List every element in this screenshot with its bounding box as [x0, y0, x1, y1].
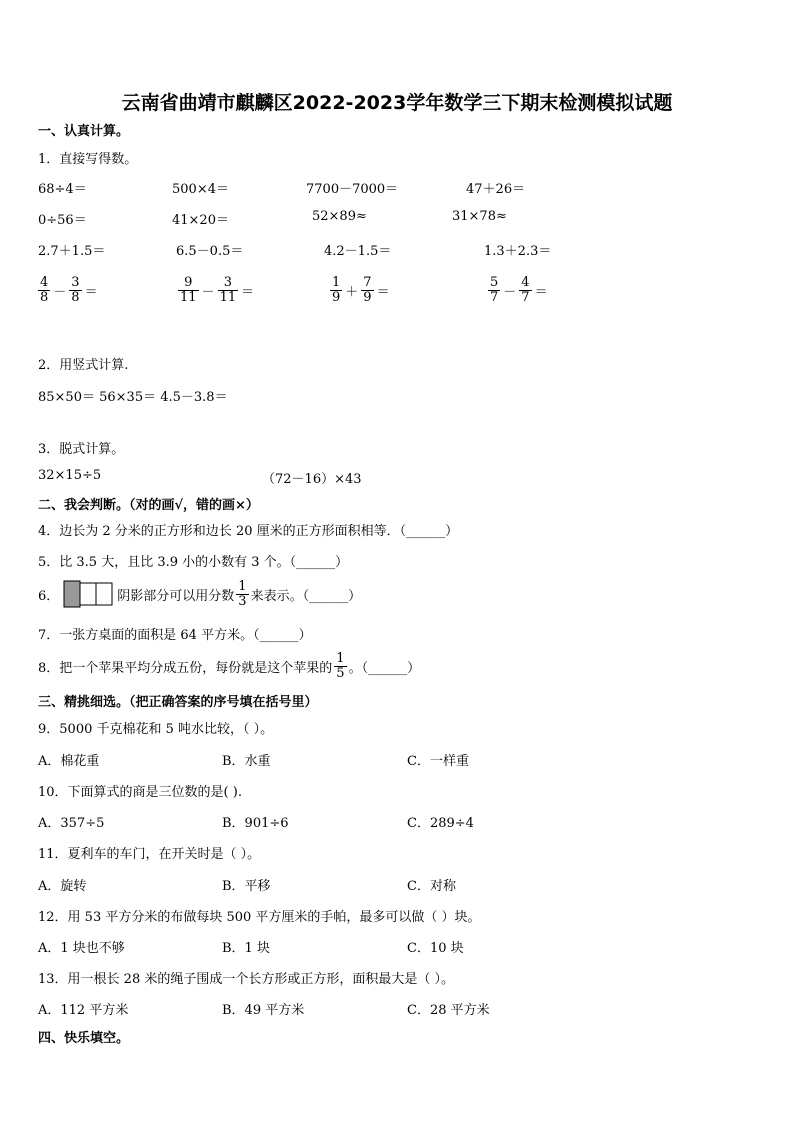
option-a: A．1 块也不够: [38, 941, 125, 956]
option-b: B．49 平方米: [222, 1003, 305, 1018]
q2-heading: 2．用竖式计算.: [38, 358, 129, 373]
q6-line: 6． 阴影部分可以用分数 $\frac{1}{3}$ 来表示。（______）: [38, 579, 362, 609]
calc-item: 68÷4＝: [38, 182, 87, 197]
q12-stem: 12．用 53 平方分米的布做每块 500 平方厘米的手帕，最多可以做（ ）块。: [38, 910, 481, 925]
section-2-heading: 二、我会判断。（对的画√，错的画×）: [38, 498, 259, 513]
option-c: C．289÷4: [407, 816, 474, 831]
q10-stem: 10．下面算式的商是三位数的是( ).: [38, 785, 242, 800]
option-c: C．对称: [407, 879, 456, 894]
shaded-rectangle-figure: [63, 580, 113, 608]
option-c: C．一样重: [407, 754, 469, 769]
calc-item: 41×20＝: [172, 213, 229, 228]
q4-text: 4．边长为 2 分米的正方形和边长 20 厘米的正方形面积相等．（______）: [38, 524, 459, 539]
fraction-calc: $\frac{5}{7}$ － $\frac{4}{7}$ ＝: [490, 275, 548, 305]
q11-stem: 11．夏利车的车门，在开关时是（ ）。: [38, 847, 261, 862]
q8-line: 8．把一个苹果平均分成五份，每份就是这个苹果的 $\frac{1}{5}$ 。（______）: [38, 651, 421, 681]
option-c: C．28 平方米: [407, 1003, 490, 1018]
calc-item: 0÷56＝: [38, 213, 87, 228]
q3-item-b: （72－16）×43: [262, 472, 362, 487]
calc-item: 47＋26＝: [466, 182, 526, 197]
section-1-heading: 一、认真计算。: [38, 124, 130, 139]
fraction-calc: $\frac{1}{9}$ ＋ $\frac{7}{9}$ ＝: [332, 275, 390, 305]
calc-item: 7700－7000＝: [306, 182, 399, 197]
q1-heading: 1．直接写得数。: [38, 152, 138, 167]
fraction-calc: $\frac{9}{11}$ － $\frac{3}{11}$ ＝: [180, 275, 255, 305]
q6-number: 6．: [38, 588, 60, 604]
option-b: B．901÷6: [222, 816, 289, 831]
calc-item: 4.2－1.5＝: [324, 244, 392, 259]
section-4-heading: 四、快乐填空。: [38, 1031, 130, 1046]
option-a: A．357÷5: [38, 816, 105, 831]
page-title: 云南省曲靖市麒麟区2022-2023学年数学三下期末检测模拟试题: [121, 92, 673, 114]
calc-item: 52×89≈: [312, 209, 367, 224]
calc-item: 6.5－0.5＝: [176, 244, 244, 259]
option-b: B．平移: [222, 879, 271, 894]
calc-item: 31×78≈: [452, 209, 507, 224]
option-b: B．水重: [222, 754, 271, 769]
option-a: A．旋转: [38, 879, 87, 894]
option-b: B．1 块: [222, 941, 270, 956]
option-a: A．112 平方米: [38, 1003, 129, 1018]
q3-heading: 3．脱式计算。: [38, 442, 125, 457]
q13-stem: 13．用一根长 28 米的绳子围成一个长方形或正方形，面积最大是（ ）。: [38, 972, 454, 987]
calc-item: 500×4＝: [172, 182, 229, 197]
calc-item: 1.3＋2.3＝: [484, 244, 552, 259]
q5-text: 5．比 3.5 大，且比 3.9 小的小数有 3 个。（______）: [38, 555, 349, 570]
option-c: C．10 块: [407, 941, 464, 956]
fraction-calc: $\frac{4}{8}$ － $\frac{3}{8}$ ＝: [40, 275, 98, 305]
q9-stem: 9．5000 千克棉花和 5 吨水比较，（ ）。: [38, 722, 274, 737]
q3-item-a: 32×15÷5: [38, 468, 102, 483]
q2-line: 85×50＝ 56×35＝ 4.5－3.8＝: [38, 390, 228, 405]
q7-text: 7．一张方桌面的面积是 64 平方米。（______）: [38, 628, 312, 643]
calc-item: 2.7＋1.5＝: [38, 244, 106, 259]
option-a: A．棉花重: [38, 754, 100, 769]
section-3-heading: 三、精挑细选。（把正确答案的序号填在括号里）: [38, 695, 318, 710]
